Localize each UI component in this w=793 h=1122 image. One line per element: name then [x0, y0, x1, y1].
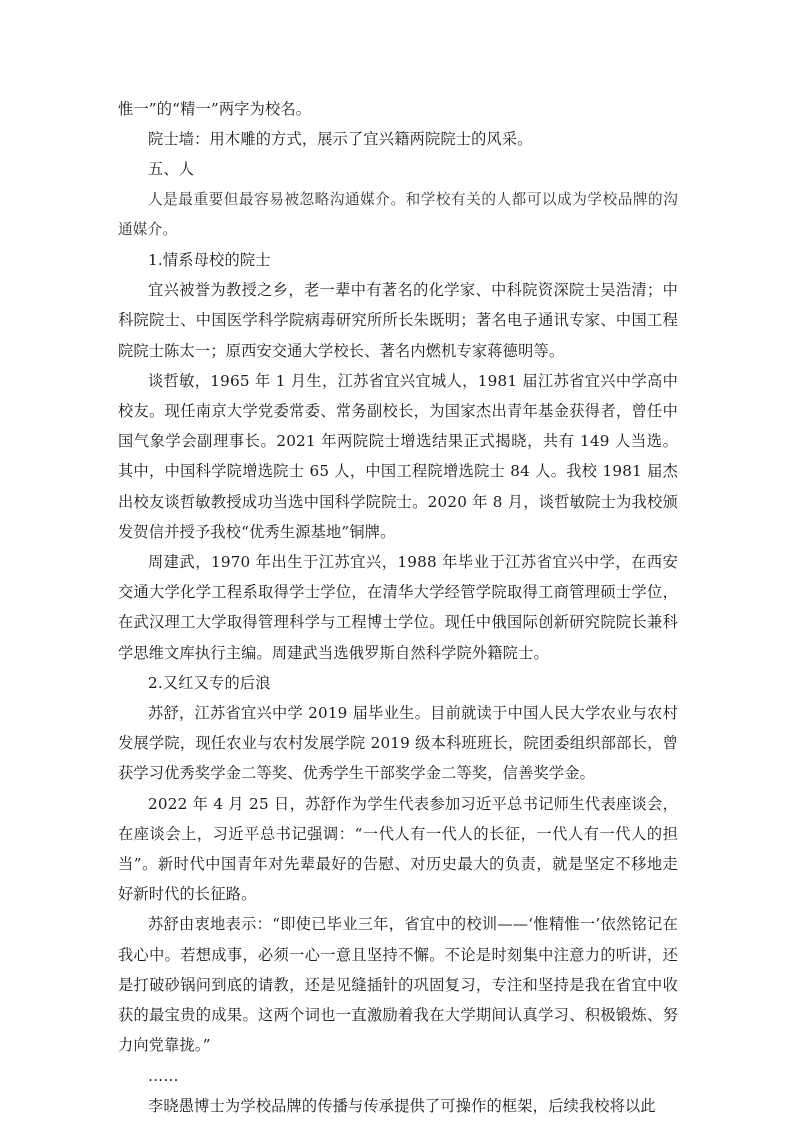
paragraph-zhou-jianwu: 周建武，1970 年出生于江苏宜兴，1988 年毕业于江苏省宜兴中学，在西安交通大学化学工程系取得学士学位，在清华大学经管学院取得工商管理硕士学位，在武汉理工大学取得管理科学与工程博士学位。现任中俄国际创新研究院院长兼科学思维文库执行主编。周建武当选俄罗斯自然科学院外籍院士。 — [118, 553, 678, 662]
ellipsis: …… — [148, 1066, 179, 1085]
paragraph-tan-zhemin: 谈哲敏，1965 年 1 月生，江苏省宜兴宜城人，1981 届江苏省宜兴中学高中校友。现任南京大学党委常委、常务副校长，为国家杰出青年基金获得者，曾任中国气象学会副理事长。2021 年两院院士增选结果正式揭晓，共有 149 人当选。其中，中国科学院增选院士 65 人，中国工程院增选院士 84 人。我校 1981 届杰出校友谈哲敏教授成功当选中国科学院院士。2020 年 8 月，谈哲敏院士为我校颁发贺信并授予我校“优秀生源基地”铜牌。 — [118, 371, 678, 541]
paragraph-people-intro: 人是最重要但最容易被忽略沟通媒介。和学校有关的人都可以成为学校品牌的沟通媒介。 — [118, 190, 678, 238]
paragraph-academician-wall: 院士墙：用木雕的方式，展示了宜兴籍两院院士的风采。 — [148, 130, 533, 149]
paragraph-closing: 李晓愚博士为学校品牌的传播与传承提供了可操作的框架，后续我校将以此 — [148, 1096, 656, 1115]
subheading-academicians: 1.情系母校的院士 — [148, 251, 271, 270]
paragraph-su-shu-quote: 苏舒由衷地表示：“即使已毕业三年，省宜中的校训——‘惟精惟一’依然铭记在我心中。若想成事，必须一心一意且坚持不懈。不论是时刻集中注意力的听讲，还是打破砂锅问到底的请教，还是见缝插针的巩固复习，专注和坚持是我在省宜中收获的最宝贵的成果。这两个词也一直激励着我在大学期间认真学习、积极锻炼、努力向党靠拢。” — [118, 915, 678, 1055]
paragraph-yixing-professors: 宜兴被誉为教授之乡，老一辈中有著名的化学家、中科院资深院士吴浩清；中科院院士、中国医学科学院病毒研究所所长朱既明；著名电子通讯专家、中国工程院院士陈太一；原西安交通大学校长、著名内燃机专家蒋德明等。 — [118, 281, 678, 360]
paragraph-continuation: 惟一”的“精一”两字为校名。 — [118, 100, 312, 118]
paragraph-symposium: 2022 年 4 月 25 日，苏舒作为学生代表参加习近平总书记师生代表座谈会，在座谈会上，习近平总书记强调：“一代人有一代人的长征，一代人有一代人的担当”。新时代中国青年对先辈最好的告慰、对历史最大的负责，就是坚定不移地走好新时代的长征路。 — [118, 794, 678, 904]
section-heading-people: 五、人 — [148, 160, 195, 179]
paragraph-su-shu-bio: 苏舒，江苏省宜兴中学 2019 届毕业生。目前就读于中国人民大学农业与农村发展学院，现任农业与农村发展学院 2019 级本科班班长，院团委组织部部长，曾获学习优秀奖学金二等奖、优秀学生干部奖学金二等奖，信善奖学金。 — [118, 704, 678, 783]
body-text — [118, 94, 678, 1121]
subheading-young-generation: 2.又红又专的后浪 — [148, 673, 271, 692]
